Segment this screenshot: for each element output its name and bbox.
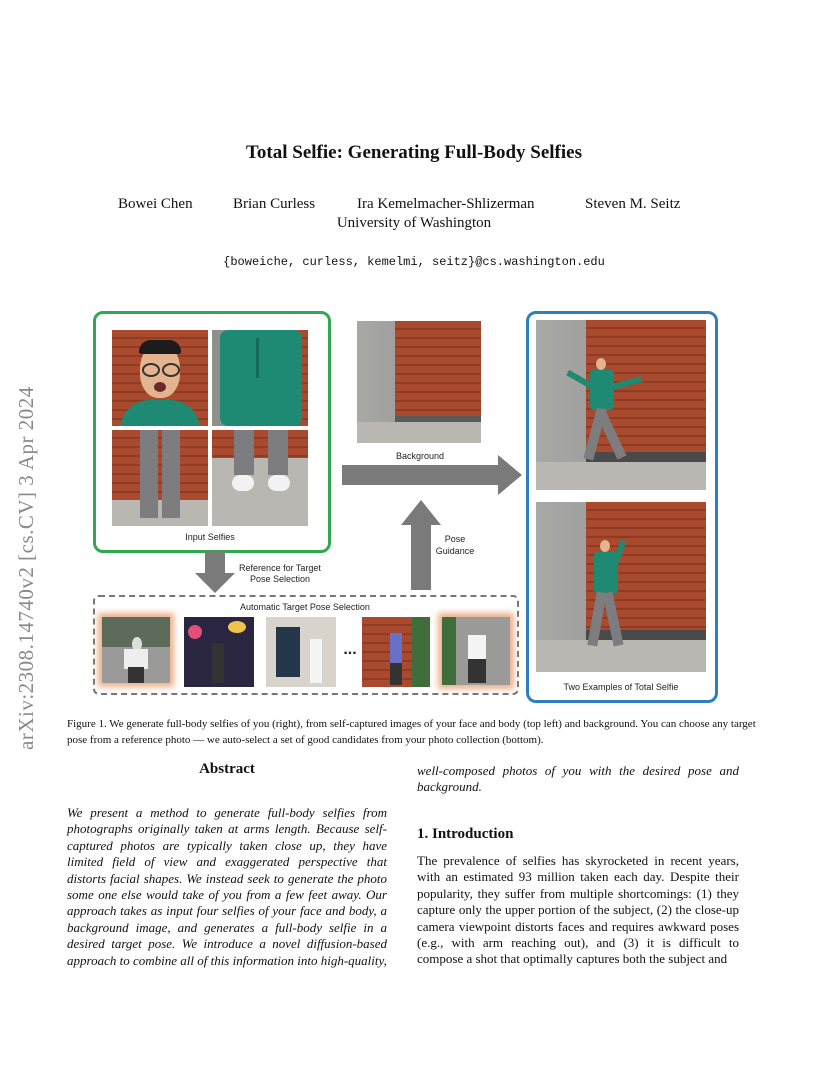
introduction-heading: 1. Introduction	[417, 826, 514, 842]
reference-pose-label: Reference for Target Pose Selection	[239, 563, 321, 584]
input-selfies-label: Input Selfies	[185, 532, 235, 542]
candidate-pose-5	[442, 617, 510, 685]
pose-guidance-label: Pose Guidance	[435, 534, 475, 556]
figure-1	[60, 305, 780, 705]
author-4: Steven M. Seitz	[585, 196, 681, 212]
abstract-continuation: well-composed photos of you with the desired pose and background.	[417, 763, 739, 795]
arxiv-id: arXiv:2308.14740v2 [cs.CV] 3 Apr 2024	[14, 386, 38, 750]
abstract-body: We present a method to generate full-body selfies from photographs originally taken at arms length. Because self-captured photos are typically taken close up, they have limited field of view and exaggerated perspective that distorts facial shapes. We instead seek to generate the photo some one else would take of you from a few feet away. Our approach takes as input four selfies of your face and body, a background image, and generates a full-body selfie in a desired target pose. We introduce a novel diffusion-based approach to combine all of this information into high-quality,	[67, 805, 387, 968]
auto-pose-selection-label: Automatic Target Pose Selection	[240, 602, 370, 612]
total-selfie-examples-label: Two Examples of Total Selfie	[563, 682, 679, 692]
abstract-heading: Abstract	[199, 761, 255, 777]
candidate-pose-1	[102, 617, 170, 683]
author-3: Ira Kemelmacher-Shlizerman	[357, 196, 535, 212]
author-emails: {boweiche, curless, kemelmi, seitz}@cs.washington.edu	[223, 255, 605, 269]
candidate-pose-4	[362, 617, 430, 687]
total-selfie-example-1	[536, 320, 706, 490]
affiliation: University of Washington	[336, 215, 492, 231]
total-selfie-example-2	[536, 502, 706, 672]
candidate-pose-3	[266, 617, 336, 687]
arrow-right	[342, 455, 522, 495]
ellipsis: ...	[343, 641, 357, 658]
introduction-body: The prevalence of selfies has skyrocketed in recent years, with an estimated 93 million taken each day. Despite their popularity, they suffer from multiple shortcomings: (1) they capture only the upper portion of the subject, (2) the close-up camera viewpoint distorts faces and requires awkward poses (e.g., with arm reaching out), and (3) it is difficult to compose a shot that optimally captures both the subject and	[417, 853, 739, 967]
author-2: Brian Curless	[233, 196, 316, 212]
arxiv-watermark	[14, 290, 42, 750]
background-label: Background	[395, 451, 445, 461]
author-1: Bowei Chen	[118, 196, 193, 212]
paper-title: Total Selfie: Generating Full-Body Selfies	[245, 142, 582, 163]
candidate-pose-2	[184, 617, 254, 687]
figure-caption: Figure 1. We generate full-body selfies of you (right), from self-captured images of your face and body (top left) and background. You can choose any target pose from a reference photo — we auto-select a set of good candidates from your photo collection (bottom).	[67, 718, 756, 746]
